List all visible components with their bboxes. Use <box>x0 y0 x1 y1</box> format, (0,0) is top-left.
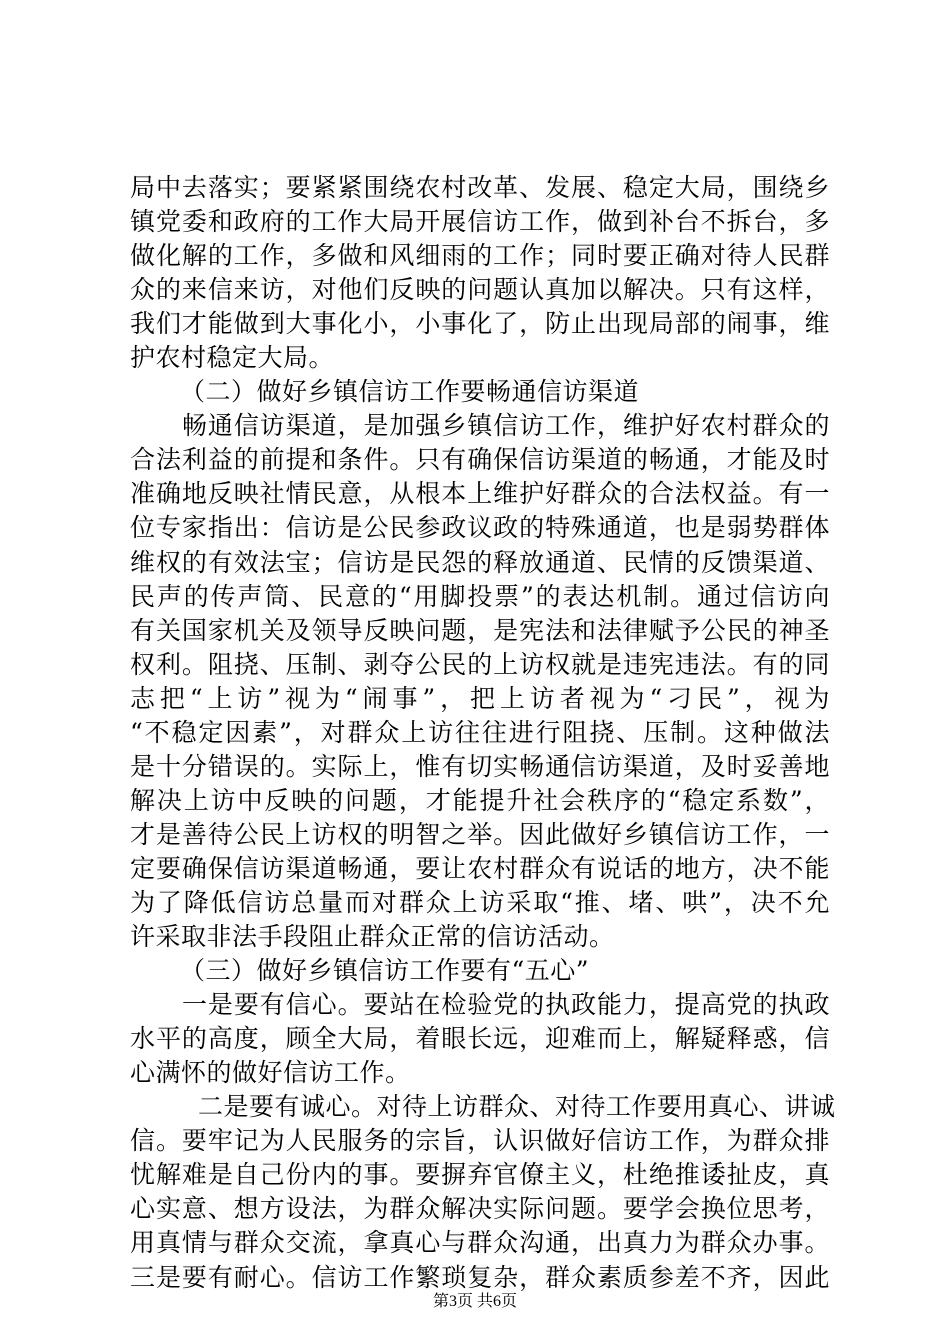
text-line: 维权的有效法宝；信访是民怨的释放通道、民情的反馈渠道、 <box>130 547 830 577</box>
section-heading: （三）做好乡镇信访工作要有“五心” <box>180 956 590 986</box>
text-line: 我们才能做到大事化小，小事化了，防止出现局部的闹事，维 <box>130 309 830 339</box>
text-line: 做化解的工作，多做和风细雨的工作；同时要正确对待人民群 <box>130 241 830 271</box>
text-line: 护农村稳定大局。 <box>130 343 335 373</box>
text-line: 局中去落实；要紧紧围绕农村改革、发展、稳定大局，围绕乡 <box>130 173 830 202</box>
text-line: 许采取非法手段阻止群众正常的信访活动。 <box>130 922 615 952</box>
text-line: 合法利益的前提和条件。只有确保信访渠道的畅通，才能及时 <box>130 445 830 475</box>
body-text <box>130 171 836 1295</box>
text-line: 位专家指出：信访是公民参政议政的特殊通道，也是弱势群体 <box>130 513 830 543</box>
text-line: 心实意、想方设法，为群众解决实际问题。要学会换位思考， <box>130 1194 830 1224</box>
text-line: 忧解难是自己份内的事。要摒弃官僚主义，杜绝推诿扯皮，真 <box>130 1160 830 1190</box>
text-line: 众的来信来访，对他们反映的问题认真加以解决。只有这样， <box>130 275 830 305</box>
page-footer: 第3页 共6页 <box>432 1293 517 1310</box>
text-line: 信。要牢记为人民服务的宗旨，认识做好信访工作，为群众排 <box>130 1126 830 1156</box>
text-line: 权利。阻挠、压制、剥夺公民的上访权就是违宪违法。有的同 <box>130 649 830 679</box>
section-heading: （二）做好乡镇信访工作要畅通信访渠道 <box>180 377 640 407</box>
text-line: 镇党委和政府的工作大局开展信访工作，做到补台不拆台，多 <box>130 207 830 237</box>
text-line: 畅通信访渠道，是加强乡镇信访工作，维护好农村群众的 <box>182 411 830 441</box>
text-line: 民声的传声筒、民意的“用脚投票”的表达机制。通过信访向 <box>130 581 830 611</box>
text-line: 准确地反映社情民意，从根本上维护好群众的合法权益。有一 <box>130 479 830 509</box>
text-line: 才是善待公民上访权的明智之举。因此做好乡镇信访工作，一 <box>130 819 830 849</box>
text-line: 定要确保信访渠道畅通，要让农村群众有说话的地方，决不能 <box>130 853 830 883</box>
text-line: 是十分错误的。实际上，惟有切实畅通信访渠道，及时妥善地 <box>130 751 830 781</box>
text-line: 用真情与群众交流，拿真心与群众沟通，出真力为群众办事。 <box>130 1228 830 1258</box>
text-line: 一是要有信心。要站在检验党的执政能力，提高党的执政 <box>182 990 830 1020</box>
text-line: “不稳定因素”，对群众上访往往进行阻挠、压制。这种做法 <box>130 717 830 747</box>
text-line: 心满怀的做好信访工作。 <box>130 1058 411 1088</box>
text-line: 有关国家机关及领导反映问题，是宪法和法律赋予公民的神圣 <box>130 615 830 645</box>
text-line: 二是要有诚心。对待上访群众、对待工作要用真心、讲诚 <box>198 1092 836 1122</box>
text-line: 志把“上访”视为“闹事”，把上访者视为“刁民”，视为 <box>130 683 830 713</box>
text-line: 水平的高度，顾全大局，着眼长远，迎难而上，解疑释惑，信 <box>130 1024 830 1054</box>
text-line: 为了降低信访总量而对群众上访采取“推、堵、哄”，决不允 <box>130 887 830 917</box>
text-line: 解决上访中反映的问题，才能提升社会秩序的“稳定系数”， <box>130 785 830 815</box>
text-line: 三是要有耐心。信访工作繁琐复杂，群众素质参差不齐，因此 <box>130 1262 830 1292</box>
